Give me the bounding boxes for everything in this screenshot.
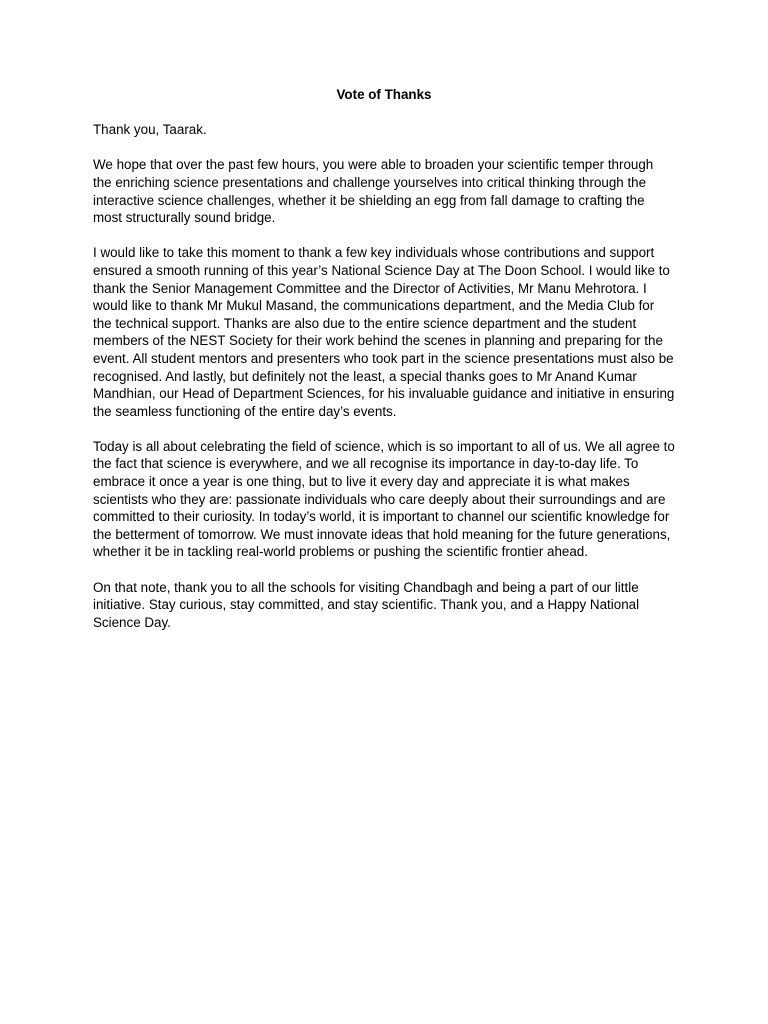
paragraph-greeting: Thank you, Taarak. [93, 122, 207, 138]
paragraph-intro: We hope that over the past few hours, you were able to broaden your scientific temper through the enriching science presentations and challenge yourselves into critical thinking through the interactive science challenges, whether it be shielding an egg from fall damage to crafting the most structurally sound bridge. [93, 157, 654, 226]
paragraph-science-importance: Today is all about celebrating the field of science, which is so important to all of us. We all agree to the fact that science is everywhere, and we all recognise its importance in day-to-day life. To embrace it once a year is one thing, but to live it every day and appreciate it is what makes scientists who they are: passionate individuals who care deeply about their surroundings and are committed to their curiosity. In today’s world, it is important to channel our scientific knowledge for the betterment of tomorrow. We must innovate ideas that hold meaning for the future generations, whether it be in tackling real-world problems or pushing the scientific frontier ahead. [93, 438, 675, 560]
paragraph-acknowledgements: I would like to take this moment to thank a few key individuals whose contributions and support ensured a smooth running of this year’s National Science Day at The Doon School. I would like to thank the Senior Management Committee and the Director of Activities, Mr Manu Mehrotora. I would like to thank Mr Mukul Masand, the communications department, and the Media Club for the technical support. Thanks are also due to the entire science department and the student members of the NEST Society for their work behind the scenes in planning and preparing for the event. All student mentors and presenters who took part in the science presentations must also be recognised. And lastly, but definitely not the least, a special thanks goes to Mr Anand Kumar Mandhian, our Head of Department Sciences, for his invaluable guidance and initiative in ensuring the seamless functioning of the entire day’s events. [93, 245, 675, 419]
document-title: Vote of Thanks [336, 87, 432, 102]
document-page [93, 86, 675, 649]
paragraph-closing: On that note, thank you to all the schools for visiting Chandbagh and being a part of our little initiative. Stay curious, stay committed, and stay scientific. Thank you, and a Happy National Science Day. [93, 579, 640, 630]
